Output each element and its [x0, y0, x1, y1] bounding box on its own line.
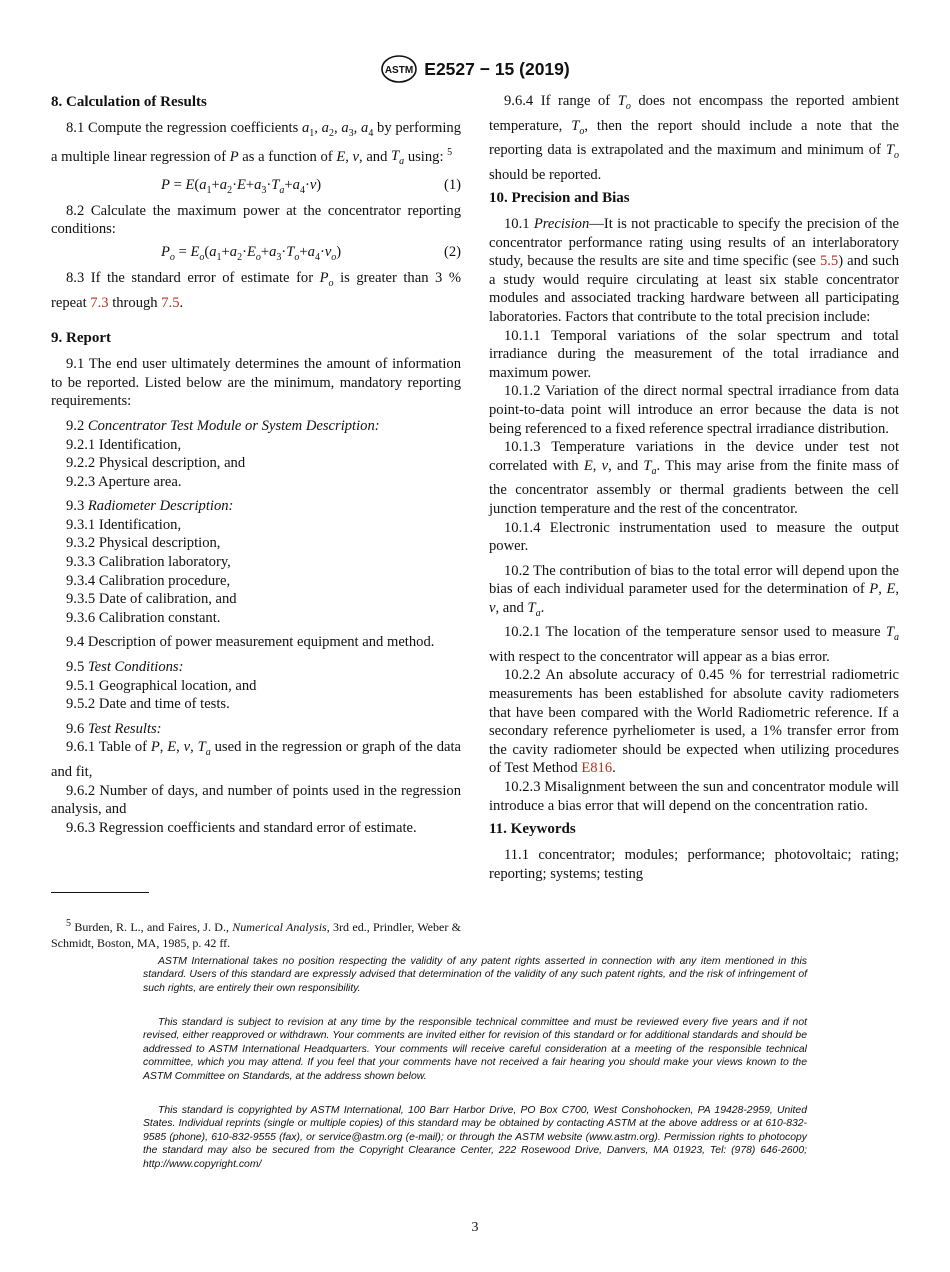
para-9-2: 9.2 Concentrator Test Module or System Description: [66, 417, 380, 434]
para-9-3: 9.3 Radiometer Description: [66, 498, 234, 515]
astm-logo-text: ASTM [385, 65, 414, 76]
list-item: 9.3.4 Calibration procedure, [66, 572, 231, 589]
link-7-3[interactable]: 7.3 [90, 294, 109, 311]
para-11-1: 11.1 concentrator; modules; performance; photovoltaic; rating; reporting; systems; testing [489, 847, 899, 882]
para-9-6-1: 9.6.1 Table of P, E, v, $T_a$ used in the regression or graph of the data and fit, [51, 739, 462, 780]
para-10-2-2: 10.2.2 An absolute accuracy of 0.45 % for terrestrial radiometric measurements has been established for absolute cavity radiometers that have been compared with the World Radiometric reference. If a secondary reference pyrheliometer is used, a 1% transfer error from the cavity radiometer should be expected when utilizing procedures of Test Method E816. [489, 667, 899, 777]
list-item: 9.5.1 Geographical location, and [66, 677, 257, 694]
list-item: 9.3.3 Calibration laboratory, [66, 554, 231, 571]
page-number: 3 [471, 1220, 479, 1235]
para-8-2: 8.2 Calculate the maximum power at the concentrator reporting conditions: [51, 202, 461, 238]
para-10-1-3: 10.1.3 Temperature variations in the device under test not correlated with E, v, and $T_a$. This may arise from the finite mass of the concentrator assembly or thermal gradients between the cell junction temperature and the rest of the concentrator. [489, 439, 900, 517]
left-column [51, 92, 461, 837]
para-10-1: 10.1 Precision—It is not practicable to specify the precision of the concentrator performance rating using results of an interlaboratory study, because the results are site and time specific (see 5.5) and such a study would require circulating at least six stable concentrator modules and associated tracking hardware between all participating laboratories. Factors that contribute to the total precision include: [489, 216, 899, 326]
para-10-2-3: 10.2.3 Misalignment between the sun and concentrator module will introduce a bias error that will depend on the concentration ratio. [489, 779, 899, 814]
list-item: 9.3.1 Identification, [66, 516, 182, 533]
para-9-6-3: 9.6.3 Regression coefficients and standard error of estimate. [66, 819, 417, 836]
footnote: $^5$ Burden, R. L., and Faires, J. D., Numerical Analysis, 3rd ed., Prindler, Weber & Schmidt, Boston, MA, 1985, p. 42 ff. [51, 918, 461, 950]
para-10-2-1: 10.2.1 The location of the temperature sensor used to measure $T_a$ with respect to the concentrator will appear as a bias error. [489, 624, 899, 665]
list-item: 9.3.6 Calibration constant. [66, 609, 221, 626]
right-column [489, 92, 899, 889]
list-item: 9.2.3 Aperture area. [66, 473, 182, 490]
standard-code: E2527 − 15 (2019) [424, 58, 570, 79]
para-9-4: 9.4 Description of power measurement equipment and method. [66, 634, 435, 651]
disclaimer-patent: ASTM International takes no position respecting the validity of any patent rights asserted in connection with any item mentioned in this standard. Users of this standard are expressly advised that determination of the validity of any such patent rights, and the risk of infringement of such rights, are entirely their own responsibility. [143, 956, 807, 994]
para-9-6-2: 9.6.2 Number of days, and number of points used in the regression analysis, and [51, 782, 461, 818]
equation-1-formula: $P = E(a_1+a_2\cdot E+a_3\cdot T_a+a_4\cdot v)$ [161, 176, 322, 196]
disclaimer-copyright: This standard is copyrighted by ASTM International, 100 Barr Harbor Drive, PO Box C700, West Conshohocken, PA 19428-2959, United States. Individual reprints (single or multiple copies) of this standard may be obtained by contacting ASTM at the above address or at 610-832-9585 (phone), 610-832-9555 (fax), or service@astm.org (e-mail); or through the ASTM website (www.astm.org). Permission rights to photocopy the standard may also be secured from the Copyright Clearance Center, 222 Rosewood Drive, Danvers, MA 01923, Tel: (978) 646-2600; http://www.copyright.com/ [143, 1105, 807, 1170]
section-8-title: 8. Calculation of Results [51, 94, 207, 110]
para-10-1-4: 10.1.4 Electronic instrumentation used to measure the output power. [489, 519, 899, 555]
equation-2-formula: $P_o = E_o(a_1+a_2\cdot E_o+a_3\cdot T_o+a_4\cdot v_o)$ [161, 244, 342, 263]
link-7-5[interactable]: 7.5 [161, 294, 180, 311]
list-item: 9.3.5 Date of calibration, and [66, 591, 237, 608]
footnote-ref: 5 [447, 146, 453, 158]
section-11-title: 11. Keywords [489, 821, 576, 838]
para-8-1: 8.1 Compute the regression coefficients $a_1$, $a_2$, $a_3$, $a_4$ by performing a multiple linear regression of P as a function of E, v, and $T_a$ using: $^5$ [51, 120, 462, 168]
equation-1 [51, 174, 461, 196]
link-e816[interactable]: E816 [581, 760, 613, 777]
equation-1-number: (1) [443, 176, 461, 193]
section-9-title: 9. Report [51, 330, 111, 347]
para-9-6-4: 9.6.4 If range of $T_o$ does not encompass the reported ambient temperature, $T_o$, then the report should include a note that the reporting data is extrapolated and the maximum and minimum of $T_o$ should be reported. [489, 93, 900, 183]
list-item: 9.2.1 Identification, [66, 436, 182, 453]
section-10-title: 10. Precision and Bias [489, 190, 630, 207]
disclaimer-revision: This standard is subject to revision at any time by the responsible technical committee and must be reviewed every five years and if not revised, either reapproved or withdrawn. Your comments are invited either for revision of this standard or for additional standards and should be addressed to ASTM International Headquarters. Your comments will receive careful consideration at a meeting of the responsible technical committee, which you may attend. If you feel that your comments have not received a fair hearing you should make your views known to the ASTM Committee on Standards, at the address shown below. [143, 1017, 807, 1082]
page-header [0, 54, 950, 84]
link-5-5[interactable]: 5.5 [819, 253, 839, 270]
para-10-2: 10.2 The contribution of bias to the total error will depend upon the bias of each individual parameter used for the determination of P, E, v, and $T_a$. [489, 562, 900, 619]
equation-2 [51, 241, 461, 263]
para-10-1-1: 10.1.1 Temporal variations of the solar spectrum and total irradiance during the measurement of the total irradiance and maximum power. [489, 327, 899, 381]
list-item: 9.5.2 Date and time of tests. [66, 696, 230, 713]
footnote-divider [51, 892, 149, 893]
para-9-1: 9.1 The end user ultimately determines the amount of information to be reported. Listed below are the minimum, mandatory reporting requirements: [51, 356, 461, 410]
para-9-5: 9.5 Test Conditions: [66, 659, 184, 676]
equation-2-number: (2) [443, 244, 461, 261]
list-item: 9.3.2 Physical description, [66, 535, 221, 552]
list-item: 9.2.2 Physical description, and [66, 455, 246, 472]
para-8-3: 8.3 If the standard error of estimate for $P_o$ is greater than 3 % repeat 7.3 through 7.5. [51, 270, 462, 311]
para-10-1-2: 10.1.2 Variation of the direct normal spectral irradiance from data point-to-data point will introduce an error because the data is not being referenced to a fixed reference spectral irradiance distribution. [489, 383, 899, 437]
para-9-6: 9.6 Test Results: [66, 720, 162, 737]
astm-logo-icon [380, 54, 418, 84]
